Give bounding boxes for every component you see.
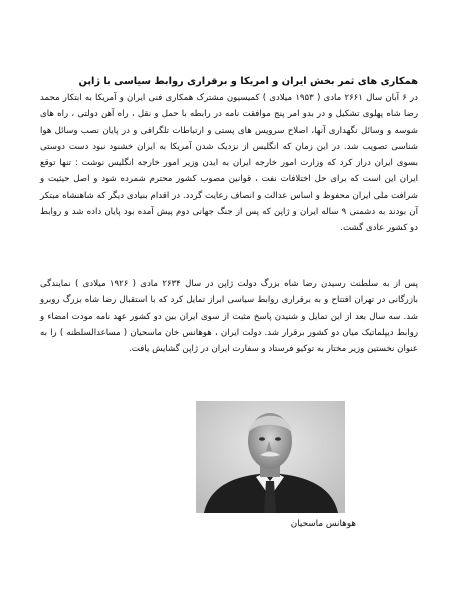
paragraph-2: پس از به سلطنت رسیدن رضا شاه بزرگ دولت ژاپن در سال ۲۶۳۴ مادی ( ۱۹۲۶ میلادی ) نمایندگی بازرگانی در تهران افتتاح و به برقراری روابط سیاسی ابراز تمایل کرد که با استقبال رضا شاه بزرگ روبرو شد. سه سال بعد از این تمایل و شنیدن پاسخ مثبت از سوی ایران بین دو کشور عهد نامه مودت امضاء و روابط دیپلماتیک میان دو کشور برقرار شد. دولت ایران ، هوهانس خان ماسحیان ( مساعدالسلطنه ) را به عنوان نخستین وزیر مختار به توکیو فرستاد و سفارت ایران در ژاپن گشایش یافت. <box>40 279 419 355</box>
portrait-photo <box>196 401 345 513</box>
photo-caption: هوهانس ماسحیان <box>290 519 356 529</box>
document-title: همکاری های ثمر بخش ایران و آمریکا و برقراری روابط سیاسی با ژاپن <box>78 76 418 87</box>
paragraph-1: در ۶ آبان سال ۲۶۶۱ مادی ( ۱۹۵۳ میلادی ) کمیسیون مشترک همکاری فنی ایران و آمریکا به ابتکار محمد رضا شاه پهلوی تشکیل و در بدو امر پنج موافقت نامه در رابطه با حمل و نقل ، راه آهن دولتی ، راه های شوسه و وسائل نگهداری آنها، اصلاح سرویس های پستی و ارتباطات تلگرافی و در پایان نصب وسائل هوا شناسی تصویب شد. در این زمان که انگلیس از نزدیک شدن آمریکا به ایران خشنود نبود دست دوستی بسوی ایران دراز کرد که وزارت امور خارجه ایران به ایدن وزیر امور خارجه انگلیس نوشت : تنها توقع ایران این است که برای حل اختلافات نفت ، قوانین مصوب کشور محترم شمرده شود و اصل حیثیت و شرافت ملی ایران محفوظ و اساس عدالت و انصاف رعایت گردد. در اقدام بنیادی دیگر که شاهنشاه مبتکر آن بودند به دشمنی ۹ ساله ایران و ژاپن که پس از جنگ جهانی دوم پیش آمده بود پایان داده شد و روابط دو کشور عادی گشت. <box>40 93 419 234</box>
